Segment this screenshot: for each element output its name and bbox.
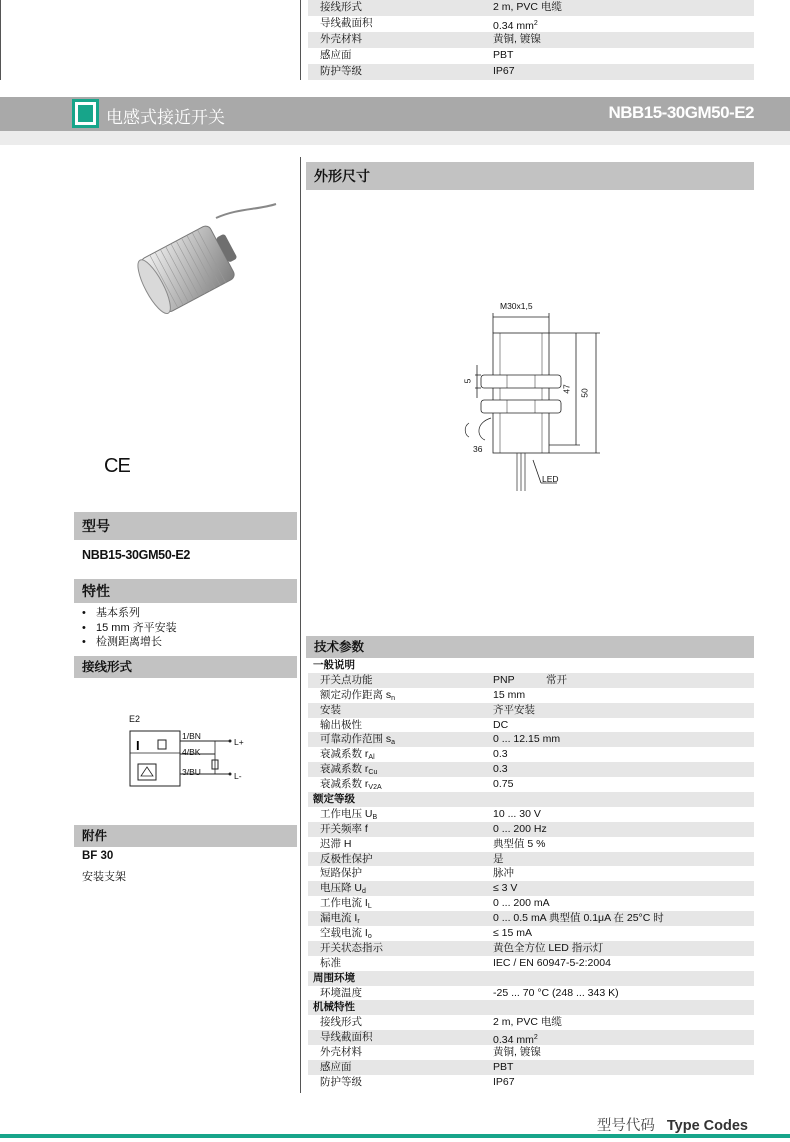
- spec-row: [308, 926, 754, 941]
- spec-label: [320, 837, 352, 852]
- spec-symbol: s: [385, 688, 392, 701]
- main-column-divider: [300, 157, 301, 1093]
- spec-label-text: 外壳材料: [320, 1046, 362, 1059]
- svg-text:I: I: [136, 738, 140, 753]
- footer-accent-line: [0, 1134, 790, 1138]
- spec-row: [308, 0, 754, 16]
- spec-row: [308, 718, 754, 733]
- spec-row: [308, 971, 754, 986]
- spec-label-text: 可靠动作范围: [320, 733, 383, 746]
- spec-label: [313, 658, 355, 673]
- spec-symbol-sub: B: [372, 813, 378, 821]
- spec-symbol: s: [385, 733, 392, 746]
- spec-value-text: 典型值 5 %: [493, 837, 546, 850]
- spec-value: [493, 718, 508, 733]
- spec-row: [308, 866, 754, 881]
- spec-symbol: r: [364, 748, 369, 761]
- spec-value-2: 常开: [546, 673, 567, 686]
- spec-label: [320, 64, 362, 79]
- title-bar-shadow: [0, 131, 790, 145]
- spec-row: [308, 48, 754, 64]
- spec-value: [493, 837, 546, 852]
- spec-symbol: I: [364, 897, 368, 910]
- dim-5-label: 5: [462, 378, 473, 384]
- spec-label-text: 反极性保护: [320, 852, 373, 865]
- spec-value-text: 0.75: [493, 778, 514, 791]
- spec-label: [320, 1075, 362, 1090]
- spec-label: [320, 986, 362, 1001]
- spec-value-text: 10 ... 30 V: [493, 807, 541, 820]
- spec-row: [308, 1045, 754, 1060]
- spec-row: [308, 911, 754, 926]
- spec-label-text: 周围环境: [313, 971, 355, 984]
- spec-label-text: 安装: [320, 703, 341, 716]
- spec-value-text: 黄色全方位 LED 指示灯: [493, 941, 604, 954]
- spec-label-text: 外壳材料: [320, 33, 362, 45]
- wire-1-label: 1/BN: [182, 731, 201, 741]
- accessory-heading: 附件: [74, 825, 297, 847]
- spec-label-text: 工作电流: [320, 897, 362, 910]
- spec-label-text: 输出极性: [320, 718, 362, 731]
- spec-row: [308, 896, 754, 911]
- spec-value-text: 0 ... 0.5 mA 典型值 0.1μA 在 25°C 时: [493, 912, 664, 925]
- spec-value-text: 0.34 mm: [493, 1034, 534, 1047]
- feature-item: • 检测距离增长: [82, 635, 177, 650]
- spec-symbol: r: [364, 763, 369, 776]
- spec-value: [493, 941, 603, 956]
- spec-value: [493, 926, 532, 941]
- spec-value-text: IEC / EN 60947-5-2:2004: [493, 956, 611, 969]
- spec-symbol: I: [364, 927, 368, 940]
- spec-label: [320, 822, 368, 837]
- spec-value-text: 是: [493, 852, 504, 865]
- spec-value: [493, 777, 513, 792]
- spec-label-text: 导线截面积: [320, 17, 373, 29]
- spec-row: [308, 658, 754, 673]
- spec-value-text: PBT: [493, 1061, 514, 1074]
- spec-label-text: 一般说明: [313, 659, 355, 671]
- features-list: [82, 606, 177, 650]
- spec-row: [308, 673, 754, 688]
- ce-mark: CE: [104, 455, 130, 477]
- spec-label-text: 感应面: [320, 1061, 352, 1074]
- top-column-divider: [300, 0, 301, 80]
- wire-2-label: 4/BK: [182, 747, 201, 757]
- spec-label-text: 工作电压: [320, 807, 362, 820]
- spec-label-text: 开关频率 f: [320, 822, 368, 835]
- spec-symbol-sub: n: [391, 694, 396, 702]
- model-value: NBB15-30GM50-E2: [82, 548, 191, 562]
- dim-thread-label: M30x1,5: [500, 301, 533, 311]
- spec-label-text: 短路保护: [320, 867, 362, 880]
- spec-value: [493, 986, 619, 1001]
- spec-symbol-sub: Al: [368, 754, 375, 762]
- spec-symbol: U: [364, 807, 373, 820]
- spec-row: [308, 941, 754, 956]
- spec-symbol-sub: r: [357, 918, 360, 926]
- spec-value-text: 0.34 mm: [493, 20, 534, 32]
- spec-value-text: 0 ... 200 Hz: [493, 822, 547, 835]
- spec-label-text: 漏电流: [320, 912, 352, 925]
- spec-label-text: 环境温度: [320, 986, 362, 999]
- features-heading: 特性: [74, 579, 297, 603]
- product-category-title: 电感式接近开关: [106, 108, 225, 127]
- spec-value: [493, 64, 515, 79]
- spec-label: [320, 941, 383, 956]
- spec-value: [493, 896, 550, 911]
- spec-value-text: DC: [493, 718, 509, 731]
- dim-36-label: 36: [473, 444, 483, 454]
- spec-value: [493, 1015, 562, 1030]
- spec-value: [493, 673, 515, 688]
- tech-heading: 技术参数: [306, 636, 754, 658]
- spec-value-sup: 2: [533, 20, 538, 27]
- sensor-photo: [128, 198, 278, 328]
- spec-value-text: 2 m, PVC 电缆: [493, 1, 562, 13]
- spec-row: [308, 837, 754, 852]
- spec-label-text: 感应面: [320, 49, 352, 61]
- top-spec-table: [308, 0, 754, 80]
- spec-label-text: 电压降: [320, 882, 352, 895]
- wire-3-label: 3/BU: [182, 767, 201, 777]
- tech-spec-table: [308, 658, 754, 1090]
- footer-en: Type Codes: [666, 1118, 748, 1134]
- spec-row: [308, 956, 754, 971]
- spec-row: [308, 777, 754, 792]
- spec-value: [493, 762, 508, 777]
- spec-row: [308, 32, 754, 48]
- spec-value-text: 黄铜, 镀镍: [493, 33, 541, 45]
- spec-row: [308, 1030, 754, 1045]
- product-model-title: NBB15-30GM50-E2: [608, 103, 754, 122]
- spec-value: [493, 852, 504, 867]
- spec-label-text: 迟滞 H: [320, 837, 352, 850]
- footer-type-codes: [597, 1114, 748, 1135]
- spec-row: [308, 852, 754, 867]
- spec-label: [320, 852, 373, 867]
- spec-label-text: 额定等级: [313, 793, 355, 806]
- feature-item: • 基本系列: [82, 606, 177, 621]
- spec-value-text: 0 ... 200 mA: [493, 897, 550, 910]
- spec-label: [320, 1045, 362, 1060]
- spec-value: [493, 1075, 515, 1090]
- spec-label-text: 标准: [320, 956, 341, 969]
- spec-symbol-sub: Cu: [368, 769, 378, 777]
- wiring-label: E2: [129, 714, 141, 724]
- spec-row: [308, 762, 754, 777]
- spec-value: [493, 911, 664, 926]
- spec-symbol-sub: o: [367, 933, 372, 941]
- spec-value: [493, 866, 514, 881]
- spec-value-text: 0.3: [493, 763, 508, 776]
- dim-47-label: 47: [561, 384, 572, 394]
- spec-row: [308, 1000, 754, 1015]
- spec-value-text: 15 mm: [493, 688, 526, 701]
- spec-value: [493, 48, 513, 63]
- spec-value-text: PNP: [493, 673, 515, 686]
- spec-label: [320, 956, 341, 971]
- spec-label: [320, 673, 373, 688]
- spec-value-text: -25 ... 70 °C (248 ... 343 K): [493, 986, 619, 999]
- spec-value: [493, 747, 508, 762]
- spec-value: [493, 688, 525, 703]
- spec-symbol-sub: V2A: [368, 784, 382, 792]
- spec-label: [320, 1015, 362, 1030]
- spec-label: [320, 718, 362, 733]
- spec-value-text: 脉冲: [493, 867, 514, 880]
- spec-value-text: ≤ 3 V: [493, 882, 518, 895]
- spec-label: [320, 48, 352, 63]
- spec-label-text: 额定动作距离: [320, 688, 383, 701]
- spec-symbol: U: [354, 882, 363, 895]
- spec-label: [313, 971, 355, 986]
- spec-label-text: 接线形式: [320, 1, 362, 13]
- spec-row: [308, 64, 754, 80]
- spec-label: [320, 866, 362, 881]
- spec-row: [308, 881, 754, 896]
- spec-row: [308, 688, 754, 703]
- spec-row: [308, 703, 754, 718]
- dim-led-label: LED: [542, 474, 559, 484]
- spec-value: [493, 732, 560, 747]
- spec-value-text: IP67: [493, 65, 515, 77]
- spec-value: [493, 807, 541, 822]
- spec-label: [320, 0, 362, 15]
- spec-label-text: 衰减系数: [320, 748, 362, 761]
- spec-row: [308, 747, 754, 762]
- spec-label-text: 接线形式: [320, 1016, 362, 1029]
- spec-value-text: PBT: [493, 49, 514, 61]
- spec-value-text: 齐平安装: [493, 703, 535, 716]
- spec-symbol-sub: L: [367, 903, 372, 911]
- spec-label: [320, 32, 362, 47]
- spec-value: [493, 881, 517, 896]
- spec-row: [308, 16, 754, 32]
- spec-row: [308, 732, 754, 747]
- spec-label-text: 衰减系数: [320, 778, 362, 791]
- spec-label-text: 机械特性: [313, 1001, 355, 1014]
- spec-symbol-sub: a: [391, 739, 396, 747]
- spec-label: [313, 792, 355, 807]
- accessory-desc: 安装支架: [82, 871, 126, 883]
- spec-symbol: I: [354, 912, 358, 925]
- spec-row: [308, 822, 754, 837]
- spec-label-text: 空载电流: [320, 927, 362, 940]
- spec-label: [320, 1060, 352, 1075]
- spec-label-text: 开关状态指示: [320, 941, 383, 954]
- spec-value: [493, 1060, 513, 1075]
- spec-value: [493, 1045, 541, 1060]
- spec-label-text: 开关点功能: [320, 673, 373, 686]
- dim-50-label: 50: [579, 388, 590, 398]
- spec-label-text: 衰减系数: [320, 763, 362, 776]
- minus-terminal-label: L-: [234, 771, 242, 781]
- spec-label: [320, 703, 341, 718]
- dimensions-heading: 外形尺寸: [306, 162, 754, 190]
- spec-value: [493, 822, 547, 837]
- spec-value: [493, 0, 562, 15]
- spec-row: [308, 807, 754, 822]
- accessory-name: BF 30: [82, 850, 114, 862]
- spec-row: [308, 1075, 754, 1090]
- spec-value-text: 2 m, PVC 电缆: [493, 1016, 562, 1029]
- spec-label-text: 防护等级: [320, 1075, 362, 1088]
- spec-value-sup: 2: [533, 1034, 538, 1042]
- brand-square-icon: [72, 99, 99, 128]
- spec-value: [493, 703, 535, 718]
- spec-value-text: 0.3: [493, 748, 508, 761]
- feature-item: • 15 mm 齐平安装: [82, 621, 177, 636]
- model-heading: 型号: [74, 512, 297, 540]
- spec-label: [313, 1000, 355, 1015]
- spec-row: [308, 986, 754, 1001]
- spec-label-text: 导线截面积: [320, 1031, 373, 1044]
- spec-value-text: 黄铜, 镀镍: [493, 1046, 541, 1059]
- spec-value: [493, 32, 541, 47]
- spec-label-text: 防护等级: [320, 65, 362, 77]
- product-title-bar: [0, 97, 790, 131]
- spec-value: [493, 956, 611, 971]
- spec-label: [320, 16, 373, 31]
- connection-heading: 接线形式: [74, 656, 297, 678]
- spec-value-text: ≤ 15 mA: [493, 927, 533, 940]
- spec-symbol-sub: d: [362, 888, 366, 896]
- footer-cn: 型号代码: [596, 1118, 655, 1134]
- plus-terminal-label: L+: [234, 737, 244, 747]
- top-left-border: [0, 0, 1, 80]
- spec-value-text: 0 ... 12.15 mm: [493, 733, 561, 746]
- spec-label: [320, 1030, 373, 1045]
- spec-row: [308, 1015, 754, 1030]
- spec-symbol: r: [364, 778, 369, 791]
- spec-row: [308, 1060, 754, 1075]
- spec-row: [308, 792, 754, 807]
- spec-value-text: IP67: [493, 1075, 515, 1088]
